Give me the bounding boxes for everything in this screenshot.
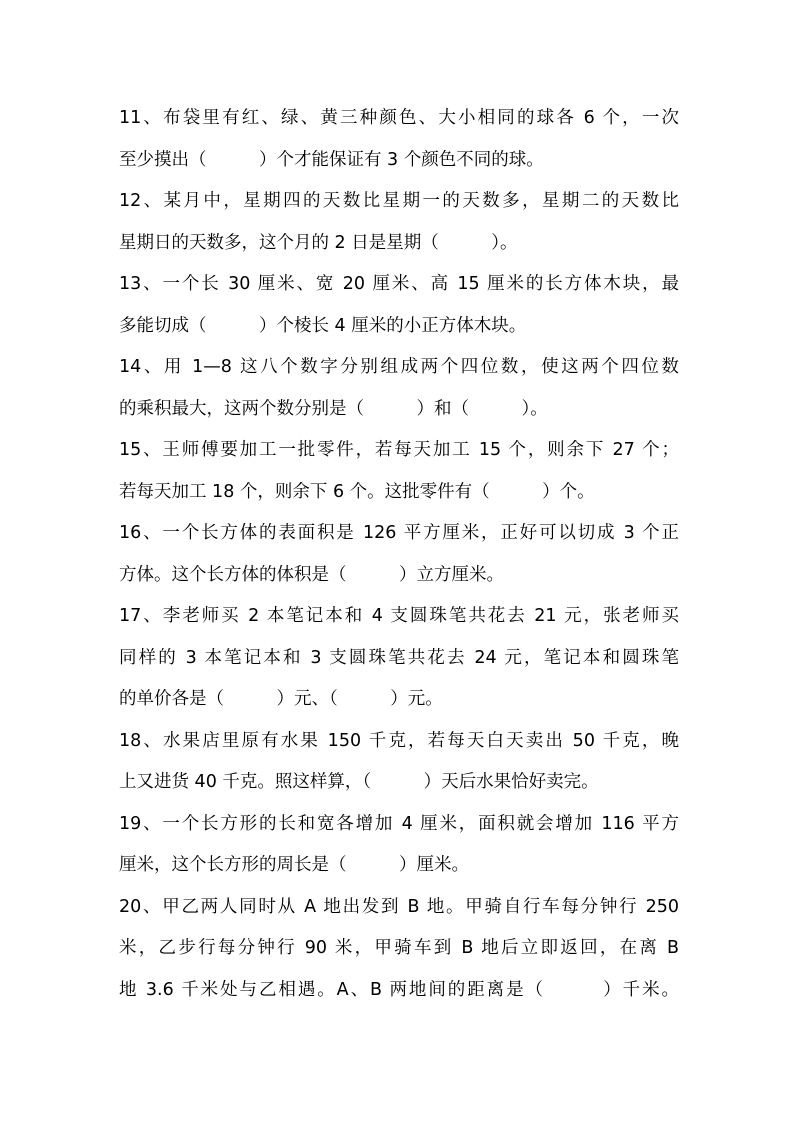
- question-19-line-2: 厘米，这个长方形的周长是（ ）厘米。: [119, 855, 469, 875]
- question-18-line-1: 18、水果店里原有水果 150 千克，若每天白天卖出 50 千克，晚: [119, 730, 679, 751]
- question-14-line-1: 14、用 1—8 这八个数字分别组成两个四位数，使这两个四位数: [119, 357, 679, 377]
- question-12-line-2: 星期日的天数多，这个月的 2 日是星期（ ）。: [119, 232, 518, 253]
- question-13-line-2: 多能切成（ ）个棱长 4 厘米的小正方体木块。: [119, 315, 527, 336]
- question-19-line-1: 19、一个长方形的长和宽各增加 4 厘米，面积就会增加 116 平方: [119, 813, 679, 834]
- question-18-line-2: 上又进货 40 千克。照这样算，（ ）天后水果恰好卖完。: [119, 772, 599, 792]
- question-17-line-2: 同样的 3 本笔记本和 3 支圆珠笔共花去 24 元，笔记本和圆珠笔: [119, 647, 679, 668]
- question-15-line-2: 若每天加工 18 个，则余下 6 个。这批零件有（ ）个。: [119, 481, 595, 502]
- question-16-line-2: 方体。这个长方体的体积是（ ）立方厘米。: [119, 564, 504, 585]
- question-20-line-2: 米，乙步行每分钟行 90 米，甲骑车到 B 地后立即返回，在离 B: [119, 938, 679, 958]
- question-17-line-3: 的单价各是（ ）元、（ ）元。: [119, 689, 443, 709]
- question-14-line-2: 的乘积最大，这两个数分别是（ ）和（ ）。: [119, 398, 548, 419]
- question-11-line-2: 至少摸出（ ）个才能保证有 3 个颜色不同的球。: [119, 149, 544, 170]
- question-12-line-1: 12、某月中，星期四的天数比星期一的天数多，星期二的天数比: [119, 191, 679, 211]
- question-13-line-1: 13、一个长 30 厘米、宽 20 厘米、高 15 厘米的长方体木块，最: [119, 274, 679, 294]
- question-15-line-1: 15、王师傅要加工一批零件，若每天加工 15 个，则余下 27 个；: [119, 440, 679, 460]
- question-16-line-1: 16、一个长方体的表面积是 126 平方厘米，正好可以切成 3 个正: [119, 523, 679, 543]
- question-11-line-1: 11、布袋里有红、绿、黄三种颜色、大小相同的球各 6 个，一次: [119, 108, 679, 128]
- question-list: [119, 100, 679, 1013]
- question-20-line-3: 地 3.6 千米处与乙相遇。A、B 两地间的距离是（ ）千米。: [119, 979, 679, 1000]
- question-20-line-1: 20、甲乙两人同时从 A 地出发到 B 地。甲骑自行车每分钟行 250: [119, 896, 679, 917]
- question-17-line-1: 17、李老师买 2 本笔记本和 4 支圆珠笔共花去 21 元，张老师买: [119, 606, 679, 626]
